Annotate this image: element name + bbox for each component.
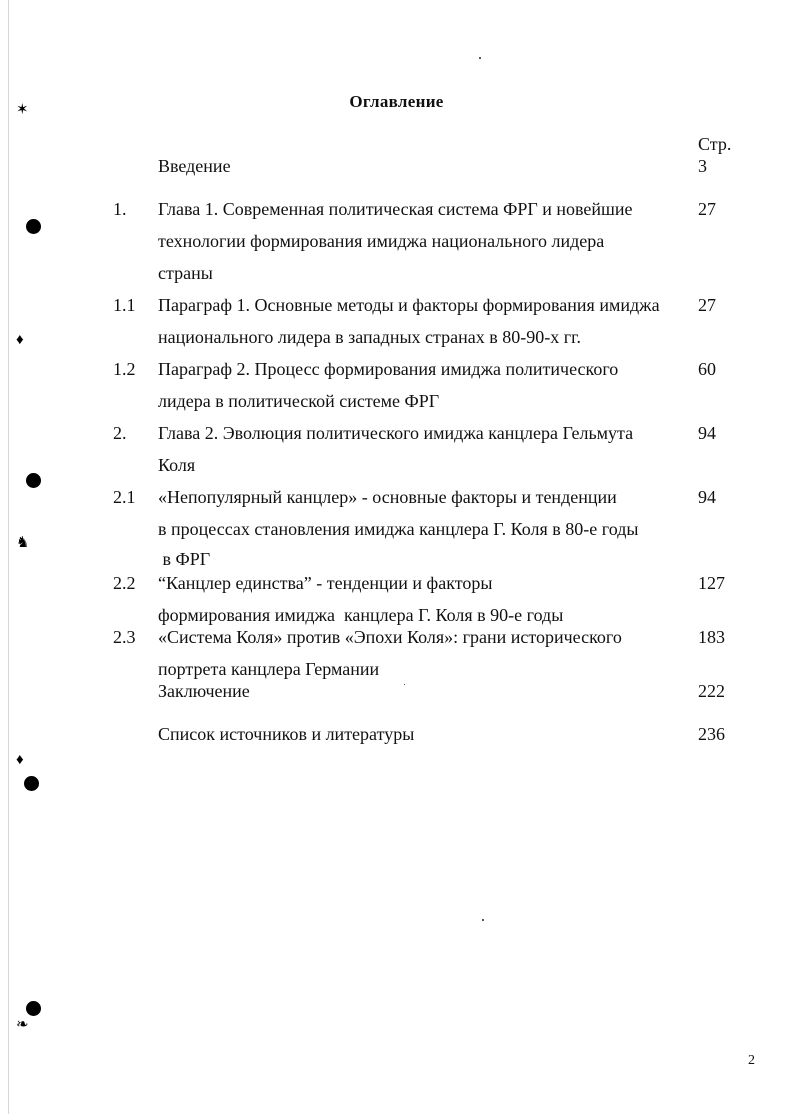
toc-entry-line: “Канцлер единства” - тенденции и факторы <box>158 573 493 593</box>
toc-entry-page: 3 <box>698 156 707 176</box>
toc-entry-line: портрета канцлера Германии <box>158 659 380 679</box>
toc-entry-line: «Система Коля» против «Эпохи Коля»: грани исторического <box>158 627 622 647</box>
toc-entry-title: Заключение <box>158 681 250 701</box>
toc-entry-line: лидера в политической системе ФРГ <box>158 391 440 411</box>
toc-entry-title: Введение <box>158 156 231 176</box>
punch-hole <box>24 776 39 791</box>
toc-entry-line: страны <box>158 263 213 283</box>
toc-entry-line: национального лидера в западных странах в 80-90-х гг. <box>158 327 581 347</box>
scan-speck <box>482 919 484 921</box>
scan-artifact-mark: ❧ <box>16 1017 29 1033</box>
toc-entry-line: в ФРГ <box>158 549 211 569</box>
toc-entry-line: Параграф 1. Основные методы и факторы формирования имиджа <box>158 295 660 315</box>
scan-edge-line <box>8 0 9 1114</box>
toc-entry-page: 222 <box>698 681 725 701</box>
toc-entry-line: формирования имиджа канцлера Г. Коля в 90-е годы <box>158 605 564 625</box>
toc-entry-page: 183 <box>698 627 725 647</box>
toc-entry-line: «Непопулярный канцлер» - основные факторы и тенденции <box>158 487 617 507</box>
toc-entry-title: Список источников и литературы <box>158 724 415 744</box>
toc-entry-page: 236 <box>698 724 725 744</box>
toc-entry-number: 1.1 <box>113 295 136 315</box>
toc-entry-number: 2.2 <box>113 573 136 593</box>
punch-hole <box>26 1001 41 1016</box>
toc-entry-page: 94 <box>698 423 716 443</box>
toc-entry-number: 1. <box>113 199 127 219</box>
scan-speck <box>479 57 481 59</box>
punch-hole <box>26 219 41 234</box>
page-column-header: Стр. <box>698 134 732 154</box>
toc-entry-number: 2.3 <box>113 627 136 647</box>
toc-entry-line: технологии формирования имиджа национального лидера <box>158 231 605 251</box>
toc-entry-page: 127 <box>698 573 725 593</box>
toc-entry-page: 60 <box>698 359 716 379</box>
page-title: Оглавление <box>349 92 444 111</box>
toc-entry-number: 1.2 <box>113 359 136 379</box>
toc-entry-number: 2. <box>113 423 127 443</box>
toc-entry-line: Параграф 2. Процесс формирования имиджа политического <box>158 359 619 379</box>
punch-hole <box>26 473 41 488</box>
toc-entry-number: 2.1 <box>113 487 136 507</box>
toc-entry-line: Коля <box>158 455 196 475</box>
scan-artifact-mark: ♦ <box>16 332 24 348</box>
toc-entry-page: 27 <box>698 199 716 219</box>
toc-entry-page: 27 <box>698 295 716 315</box>
toc-entry-page: 94 <box>698 487 716 507</box>
scan-artifact-mark: ✶ <box>16 102 29 118</box>
scan-artifact-mark: ♞ <box>16 535 30 551</box>
toc-entry-line: Глава 2. Эволюция политического имиджа канцлера Гельмута <box>158 423 634 443</box>
toc-entry-line: в процессах становления имиджа канцлера Г. Коля в 80-е годы <box>158 519 639 539</box>
toc-entry-line: Глава 1. Современная политическая система ФРГ и новейшие <box>158 199 633 219</box>
footer-page-number: 2 <box>748 1053 755 1068</box>
scan-artifact-mark: ♦ <box>16 752 24 768</box>
